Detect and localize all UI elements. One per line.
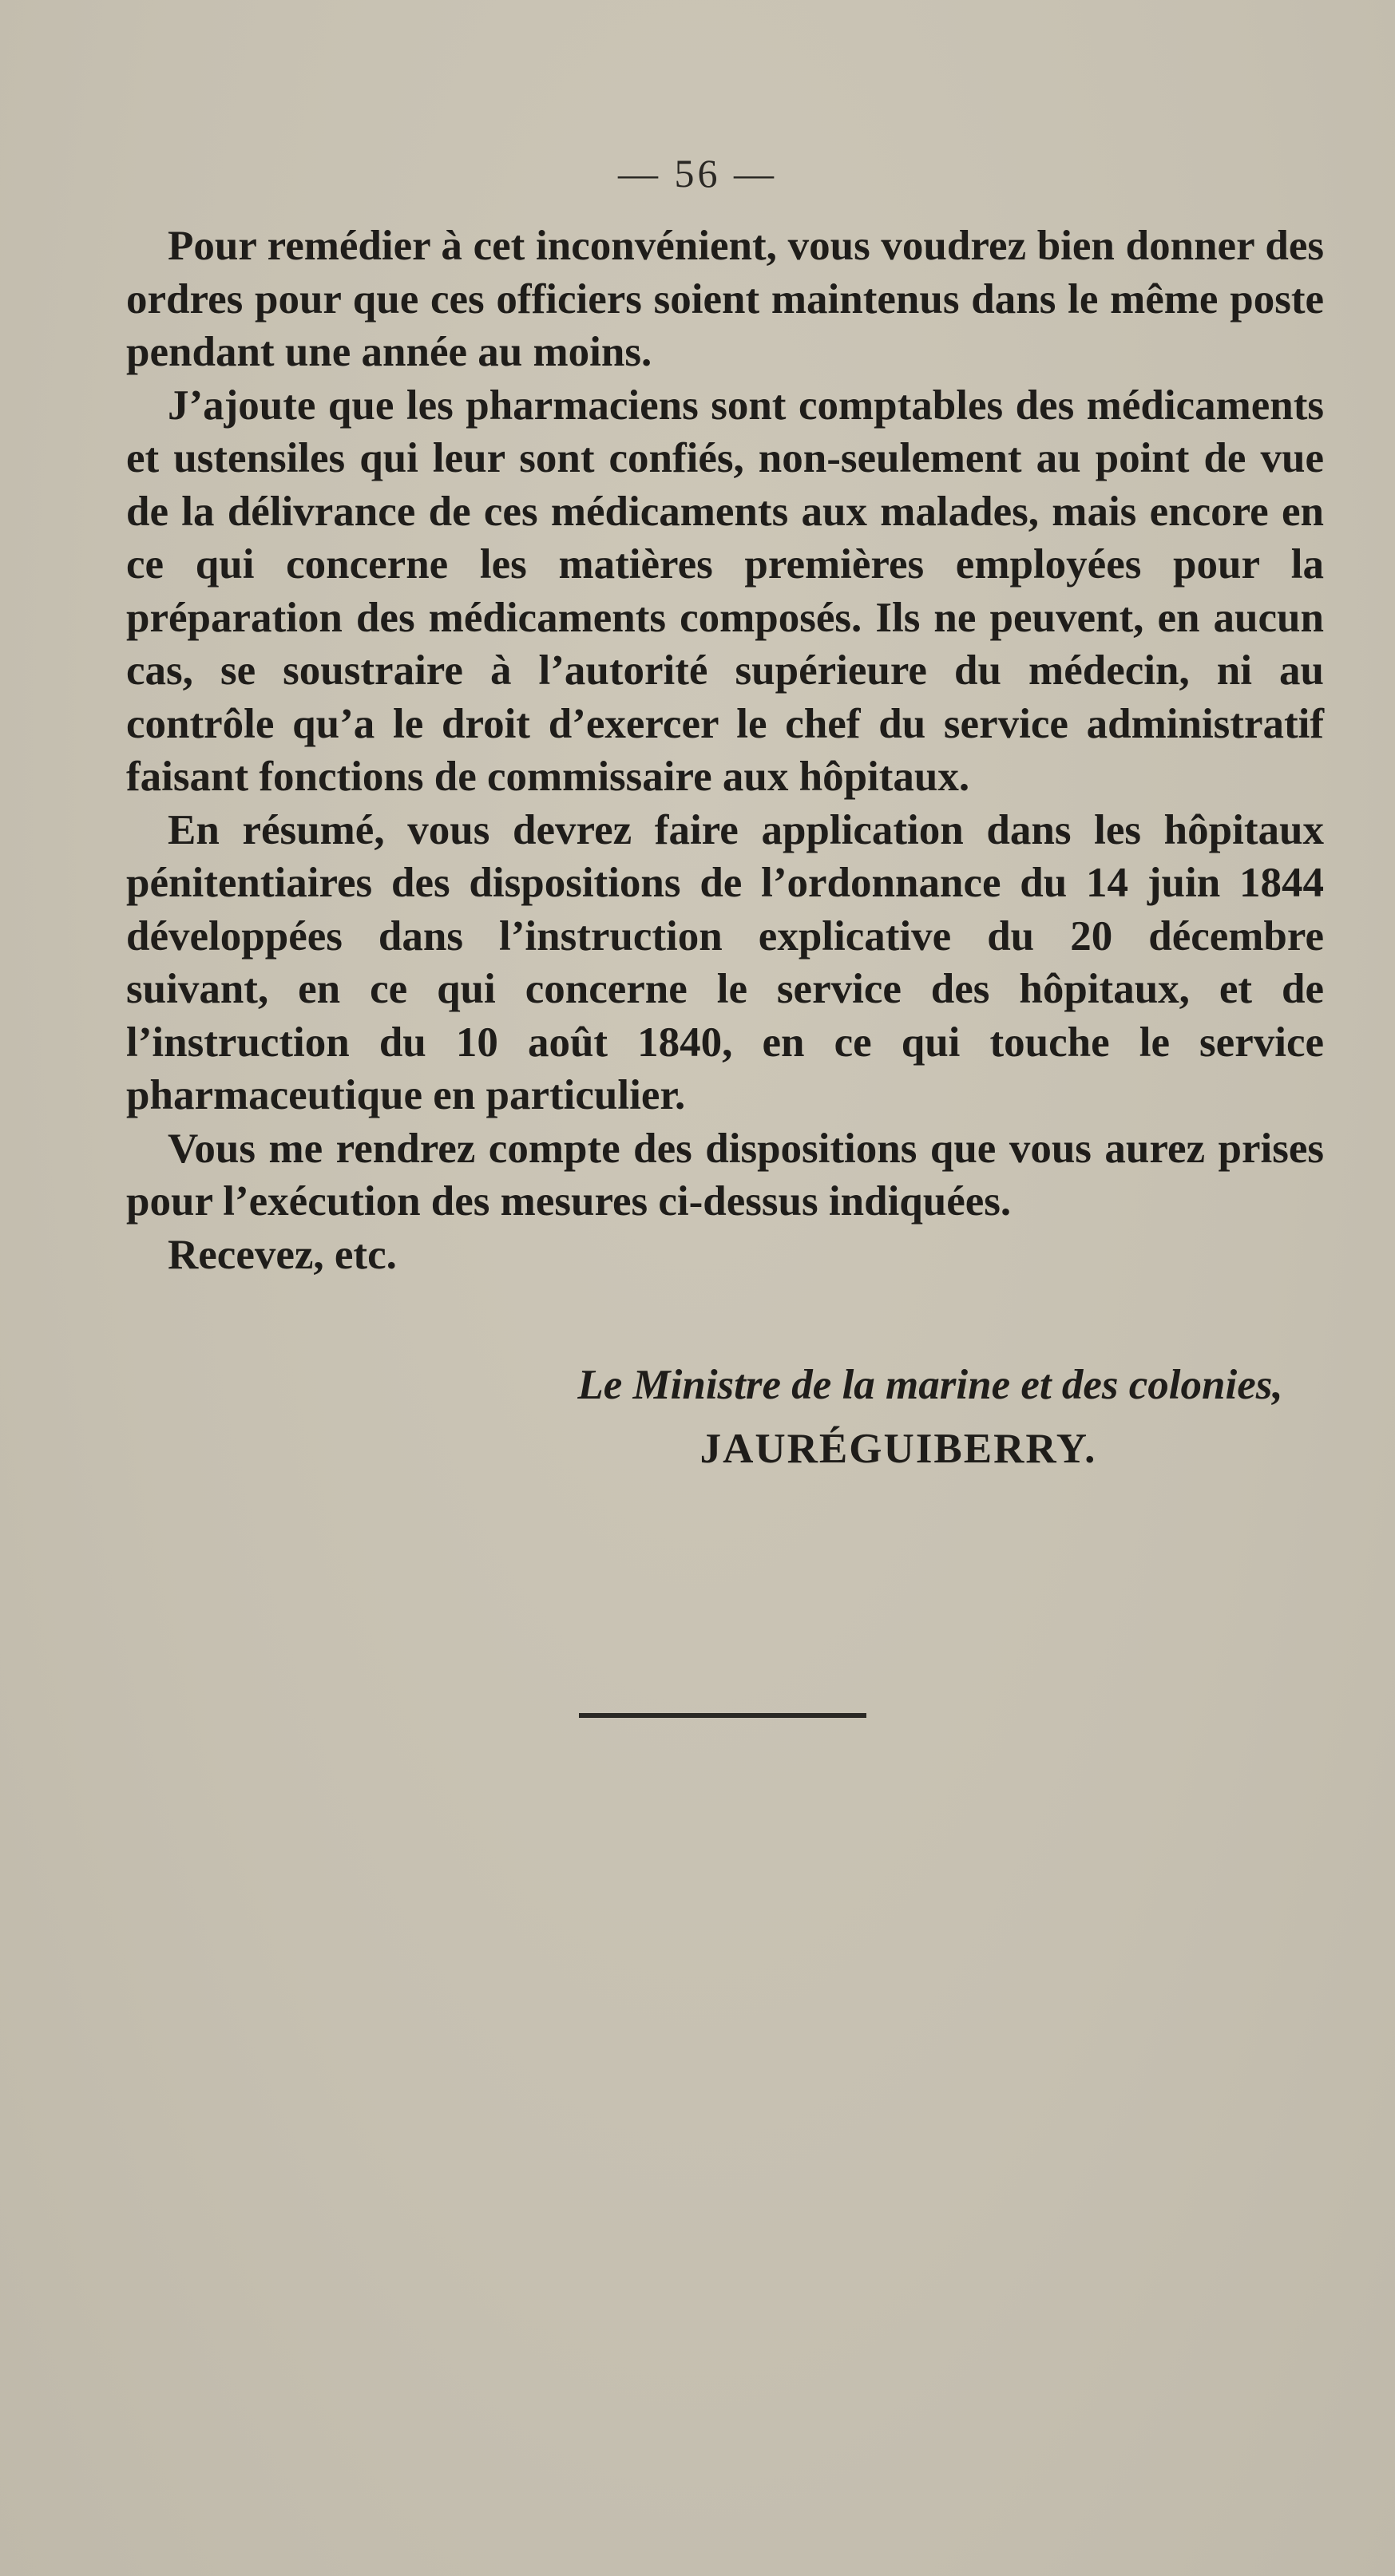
paragraph-summary: En résumé, vous devrez faire application dans les hôpitaux pénitentiaires des dispositions de l’ordonnance du 14 juin 1844 développées dans l’instruction explicative du 20 décembre suivant, en ce qui concerne le service des hôpitaux, et de l’instruction du 10 août 1840, en ce qui touche le service pharmaceutique en particulier. — [126, 806, 1324, 1118]
signature-name: JAURÉGUIBERRY. — [699, 1426, 1097, 1472]
page-number: — 56 — — [618, 151, 777, 196]
paragraph-closing: Recevez, etc. — [168, 1231, 397, 1278]
paragraph-remedy: Pour remédier à cet inconvénient, vous voudrez bien donner des ordres pour que ces officiers soient maintenus dans le même poste pendant une année au moins. — [126, 223, 1324, 375]
signature-block — [519, 1353, 1341, 1481]
signature-title: Le Ministre de la marine et des colonies, — [577, 1362, 1283, 1408]
letter-body — [126, 220, 1324, 1281]
end-rule — [579, 1713, 866, 1718]
paragraph-pharmacists: J’ajoute que les pharmaciens sont comptables des médicaments et ustensiles qui leur sont confiés, non-seulement au point de vue de la délivrance de ces médicaments aux malades, mais encore en ce qui concerne les matières premières employées pour la préparation des médicaments composés. Ils ne peuvent, en aucun cas, se soustraire à l’autorité supérieure du médecin, ni au contrôle qu’a le droit d’exercer le chef du service administratif faisant fonctions de commissaire aux hôpitaux. — [126, 382, 1324, 800]
paragraph-report: Vous me rendrez compte des dispositions que vous aurez prises pour l’exécution des mesures ci-dessus indiquées. — [126, 1125, 1324, 1225]
